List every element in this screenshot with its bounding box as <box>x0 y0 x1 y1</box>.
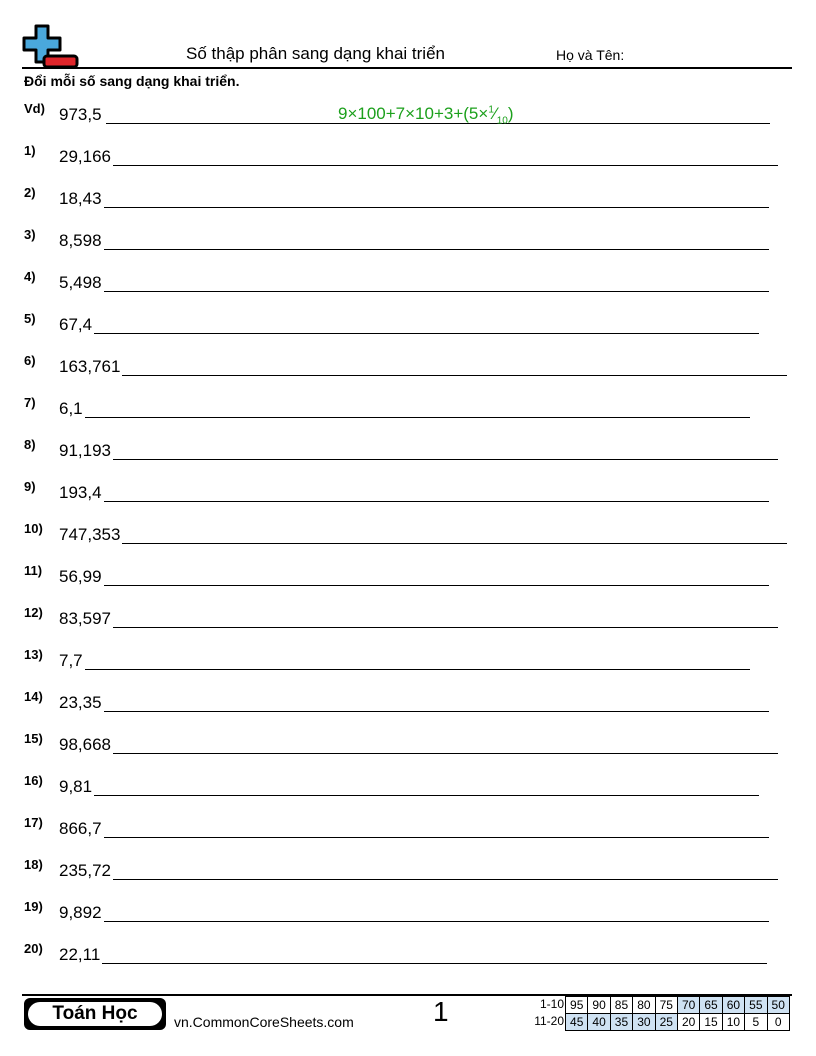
problem-value: 235,72 <box>59 861 111 880</box>
problem-value: 56,99 <box>59 567 102 586</box>
answer-line <box>113 459 778 460</box>
problem-value: 9,81 <box>59 777 93 796</box>
plus-minus-logo-icon <box>22 24 80 70</box>
example-label: Vd) <box>24 101 45 116</box>
problem-number: 4) <box>24 269 36 284</box>
score-cell: 20 <box>677 1013 700 1031</box>
score-cell: 95 <box>565 996 588 1014</box>
score-cell: 75 <box>655 996 678 1014</box>
problem-value: 9,892 <box>59 903 102 922</box>
problem-number: 5) <box>24 311 36 326</box>
answer-line <box>113 753 778 754</box>
score-cell: 65 <box>699 996 722 1014</box>
problem-number: 7) <box>24 395 36 410</box>
score-cell: 0 <box>767 1013 790 1031</box>
problem-value: 18,43 <box>59 189 102 208</box>
score-cell: 5 <box>744 1013 767 1031</box>
problem-number: 16) <box>24 773 43 788</box>
score-cell: 45 <box>565 1013 588 1031</box>
answer-line <box>104 585 769 586</box>
problem-number: 15) <box>24 731 43 746</box>
score-range-label: 1-10 <box>539 997 564 1011</box>
problem-value: 91,193 <box>59 441 111 460</box>
problem-number: 1) <box>24 143 36 158</box>
problem-value: 83,597 <box>59 609 111 628</box>
problem-number: 20) <box>24 941 43 956</box>
answer-line <box>104 291 769 292</box>
worksheet-title: Số thập phân sang dạng khai triển <box>186 44 445 63</box>
score-cell: 25 <box>655 1013 678 1031</box>
problem-number: 3) <box>24 227 36 242</box>
example-value: 973,5 <box>59 105 102 124</box>
page-number: 1 <box>433 996 449 1027</box>
score-cell: 10 <box>722 1013 745 1031</box>
answer-line <box>94 795 759 796</box>
brand-label: Toán Học <box>28 1002 162 1026</box>
answer-line <box>104 921 769 922</box>
score-cell: 55 <box>744 996 767 1014</box>
problem-number: 9) <box>24 479 36 494</box>
score-cell: 85 <box>610 996 633 1014</box>
problem-value: 7,7 <box>59 651 83 670</box>
answer-line <box>113 879 778 880</box>
answer-line <box>85 417 750 418</box>
score-range-label: 11-20 <box>534 1014 564 1028</box>
instructions: Đổi mỗi số sang dạng khai triển. <box>24 73 240 89</box>
score-cell: 80 <box>632 996 655 1014</box>
score-cell: 15 <box>699 1013 722 1031</box>
answer-line <box>104 501 769 502</box>
problem-number: 17) <box>24 815 43 830</box>
answer-line <box>122 375 787 376</box>
problem-value: 866,7 <box>59 819 102 838</box>
problem-value: 5,498 <box>59 273 102 292</box>
problem-number: 11) <box>24 563 43 578</box>
answer-line <box>113 165 778 166</box>
problem-number: 10) <box>24 521 43 536</box>
header-divider <box>22 67 792 69</box>
answer-line <box>104 249 769 250</box>
problem-number: 13) <box>24 647 43 662</box>
brand-badge <box>24 998 166 1030</box>
problem-number: 14) <box>24 689 43 704</box>
answer-line <box>102 963 767 964</box>
problem-number: 18) <box>24 857 43 872</box>
problem-value: 29,166 <box>59 147 111 166</box>
problem-value: 22,11 <box>59 945 101 964</box>
problem-number: 6) <box>24 353 36 368</box>
problem-number: 12) <box>24 605 43 620</box>
site-url: vn.CommonCoreSheets.com <box>174 1014 354 1030</box>
problem-value: 163,761 <box>59 357 121 376</box>
answer-line <box>113 627 778 628</box>
example-answer-numerator: 1 <box>488 104 494 116</box>
problem-value: 6,1 <box>59 399 83 418</box>
example-answer-main: 9×100+7×10+3+(5× <box>338 104 489 123</box>
answer-line <box>94 333 759 334</box>
example-answer-denominator: 10 <box>496 115 508 127</box>
example-answer-close: ) <box>507 104 514 123</box>
score-cell: 70 <box>677 996 700 1014</box>
score-cell: 50 <box>767 996 790 1014</box>
score-cell: 40 <box>587 1013 610 1031</box>
score-cell: 60 <box>722 996 745 1014</box>
answer-line <box>104 837 769 838</box>
problem-value: 8,598 <box>59 231 102 250</box>
problem-value: 98,668 <box>59 735 111 754</box>
example-answer <box>338 104 514 126</box>
problem-number: 19) <box>24 899 43 914</box>
answer-line <box>122 543 787 544</box>
score-cell: 90 <box>587 996 610 1014</box>
problem-value: 23,35 <box>59 693 102 712</box>
name-label: Họ và Tên: <box>556 47 625 63</box>
answer-line <box>104 207 769 208</box>
problem-value: 193,4 <box>59 483 102 502</box>
problem-value: 747,353 <box>59 525 121 544</box>
score-cell: 35 <box>610 1013 633 1031</box>
problem-value: 67,4 <box>59 315 93 334</box>
score-cell: 30 <box>632 1013 655 1031</box>
answer-line <box>85 669 750 670</box>
problem-number: 2) <box>24 185 36 200</box>
example-answer-slash: ⁄ <box>493 104 497 123</box>
answer-line <box>104 711 769 712</box>
problem-number: 8) <box>24 437 36 452</box>
